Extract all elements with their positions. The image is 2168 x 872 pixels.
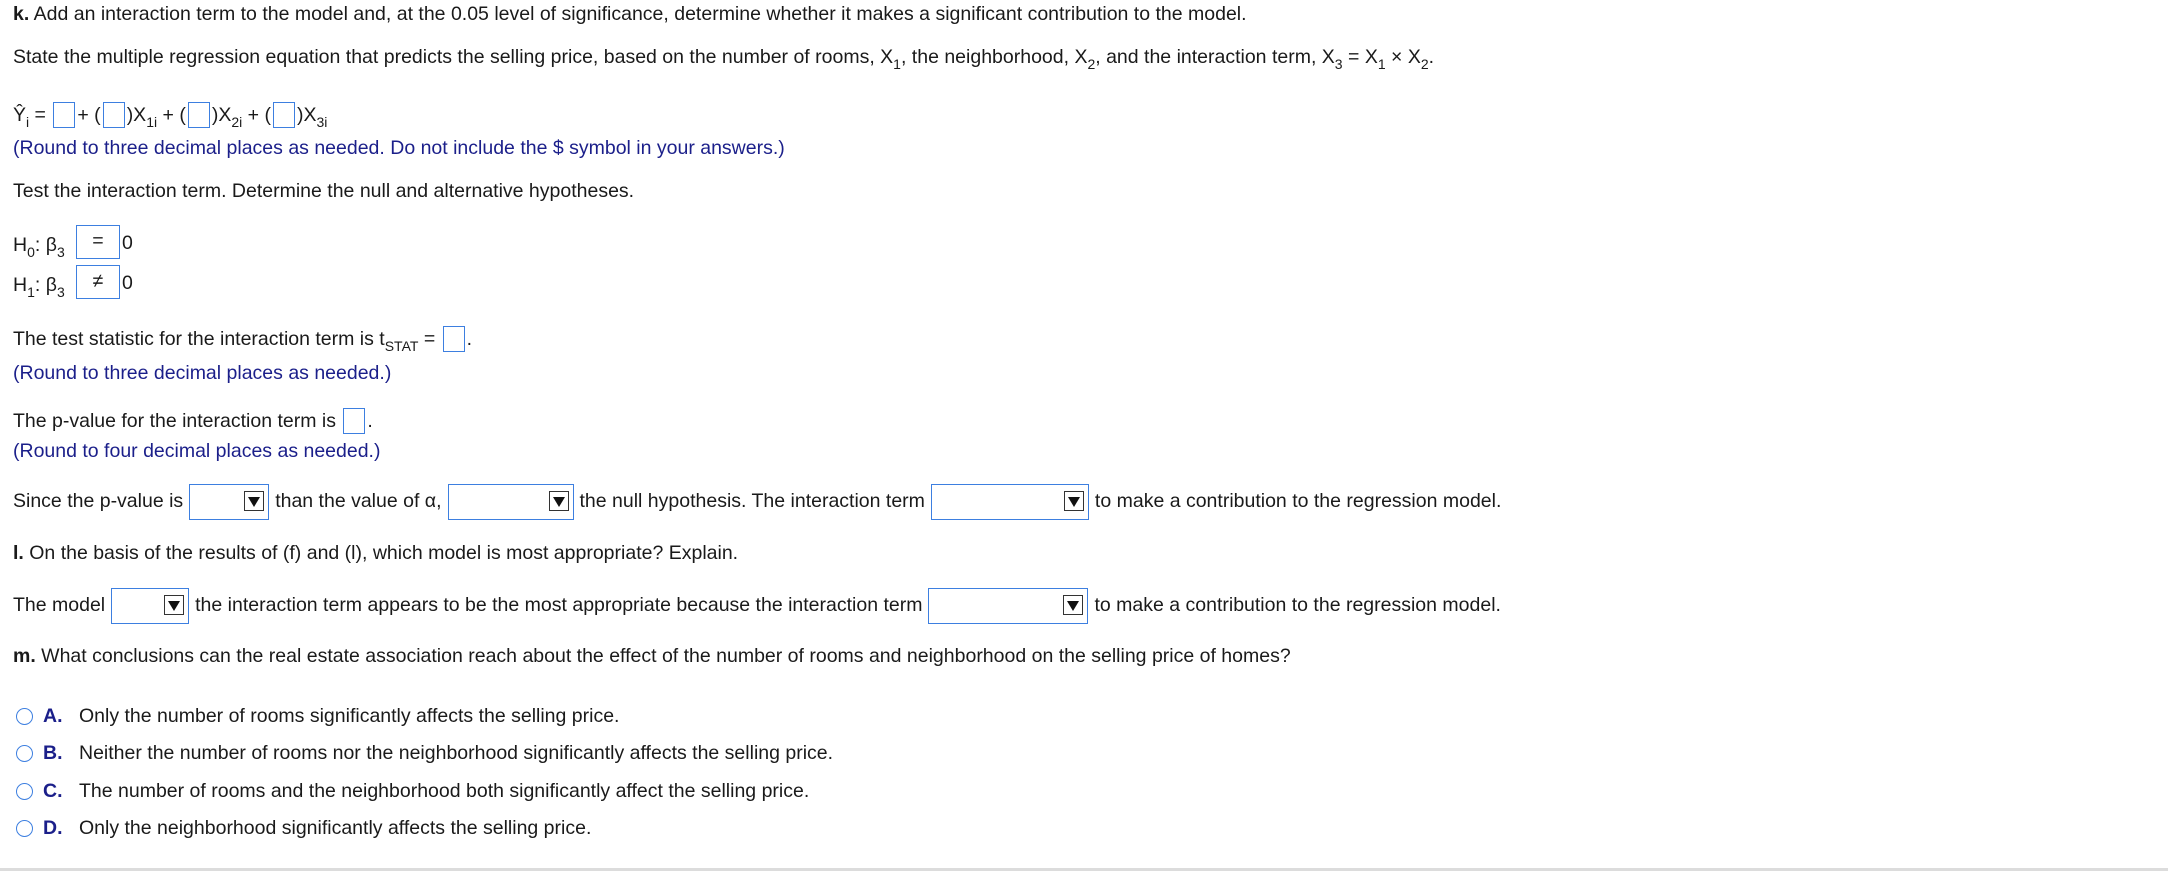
dropdown-arrow-icon <box>1063 595 1083 615</box>
test-interaction-intro: Test the interaction term. Determine the null and alternative hypotheses. <box>13 180 635 202</box>
pvalue-input[interactable] <box>343 408 365 434</box>
part-k-text: Add an interaction term to the model and, at the 0.05 level of significance, determine whether it makes a significant contribution to the model. <box>29 3 1247 25</box>
eq-equals: = <box>29 104 46 126</box>
round-note-2: (Round to three decimal places as needed.) <box>13 362 392 384</box>
since-part1: Since the p-value is <box>13 490 184 512</box>
plus-open-1: + ( <box>77 104 101 126</box>
option-d[interactable] <box>16 816 591 840</box>
plus-open-2: + ( <box>162 104 186 126</box>
close-x-1: )X <box>126 104 147 126</box>
test-statistic-line: The test statistic for the interaction term is $t_{STAT}$ = . <box>13 328 473 354</box>
state-eq-times: × X <box>1385 46 1421 68</box>
b2-input[interactable] <box>188 102 210 128</box>
h0-sub: 0 <box>27 244 35 260</box>
dropdown-arrow-icon <box>549 491 569 511</box>
part-l-label: l. <box>13 542 24 564</box>
option-text: Neither the number of rooms nor the neighborhood significantly affects the selling price. <box>79 742 834 764</box>
radio-icon[interactable] <box>16 708 33 725</box>
model-part2: the interaction term appears to be the most appropriate because the interaction term <box>195 594 923 616</box>
dropdown-arrow-icon <box>1064 491 1084 511</box>
state-equation-prompt: State the multiple regression equation that predicts the selling price, based on the number of rooms, $X_1$, the neighborhood, $X_2$, and the interaction term, $X_3 = X_1 \times X_2$. <box>13 46 1435 72</box>
null-hypothesis <box>13 225 65 265</box>
radio-icon[interactable] <box>16 820 33 837</box>
radio-icon[interactable] <box>16 783 33 800</box>
h1-label: H <box>13 274 28 296</box>
option-letter: B. <box>43 742 63 764</box>
dropdown-arrow-icon <box>164 595 184 615</box>
y-hat-sub: i <box>26 114 30 130</box>
pvalue-text: The p-value for the interaction term is <box>13 410 336 432</box>
plus-open-3: + ( <box>247 104 271 126</box>
since-part2: than the value of α, <box>275 490 442 512</box>
h0-value: 0 <box>122 232 133 254</box>
round-note-3: (Round to four decimal places as needed.) <box>13 440 381 462</box>
question-l-heading <box>13 541 738 565</box>
tstat-eq: = <box>418 328 436 350</box>
h1-operator-select[interactable]: ≠ <box>76 265 120 299</box>
h0-beta-sub: 3 <box>56 244 65 260</box>
option-text: Only the neighborhood significantly affects the selling price. <box>79 817 592 839</box>
option-a[interactable] <box>16 704 619 728</box>
part-l-text: On the basis of the results of (f) and (l), which model is most appropriate? Explain. <box>23 542 739 564</box>
y-hat: Ŷ <box>13 104 27 126</box>
h1-sub: 1 <box>27 284 35 300</box>
round-note-1: (Round to three decimal places as needed. Do not include the $ symbol in your answers.) <box>13 137 785 159</box>
state-eq-pre: State the multiple regression equation that predicts the selling price, based on the number of rooms, X <box>13 46 894 68</box>
since-part4: to make a contribution to the regression model. <box>1094 490 1502 512</box>
model-part3: to make a contribution to the regression model. <box>1094 594 1501 616</box>
x2i-sub: 2i <box>231 114 243 130</box>
b3-input[interactable] <box>273 102 295 128</box>
h0-beta: : β <box>34 234 57 256</box>
null-decision-dropdown[interactable] <box>448 484 574 520</box>
close-x-3: )X <box>296 104 317 126</box>
intercept-input[interactable] <box>53 102 75 128</box>
question-m-heading <box>13 644 1291 668</box>
option-text: The number of rooms and the neighborhood both significantly affect the selling price. <box>79 780 810 802</box>
option-text: Only the number of rooms significantly affects the selling price. <box>79 705 620 727</box>
option-letter: C. <box>43 780 63 802</box>
interaction-contribution-dropdown[interactable] <box>931 484 1089 520</box>
option-letter: A. <box>43 705 63 727</box>
alternative-hypothesis <box>13 265 65 305</box>
model-part1: The model <box>13 594 106 616</box>
h0-operator-select[interactable]: = <box>76 225 120 259</box>
x3i-sub: 3i <box>316 114 328 130</box>
conclusion-sentence <box>13 483 1501 520</box>
part-m-text: What conclusions can the real estate association reach about the effect of the number of rooms and neighborhood on the selling price of homes? <box>35 645 1291 667</box>
tstat-text: The test statistic for the interaction term is t <box>13 328 385 350</box>
question-k-heading <box>13 2 1247 26</box>
pvalue-comparison-dropdown[interactable] <box>189 484 269 520</box>
model-sentence <box>13 587 1501 624</box>
state-eq-end: . <box>1428 46 1435 68</box>
state-eq-eq: = X <box>1342 46 1378 68</box>
h1-beta-sub: 3 <box>56 284 65 300</box>
part-k-label: k. <box>13 3 30 25</box>
regression-equation <box>13 102 327 128</box>
p-value-line: The p-value for the interaction term is . <box>13 410 373 432</box>
radio-icon[interactable] <box>16 745 33 762</box>
since-part3: the null hypothesis. The interaction term <box>579 490 925 512</box>
model-choice-dropdown[interactable] <box>111 588 189 624</box>
part-m-label: m. <box>13 645 36 667</box>
b1-input[interactable] <box>103 102 125 128</box>
tstat-input[interactable] <box>443 326 465 352</box>
option-c[interactable] <box>16 779 809 803</box>
x1i-sub: 1i <box>146 114 158 130</box>
h1-value: 0 <box>122 272 133 294</box>
option-letter: D. <box>43 817 63 839</box>
dropdown-arrow-icon <box>244 491 264 511</box>
interaction-term-dropdown[interactable] <box>928 588 1088 624</box>
tstat-sub: STAT <box>384 338 419 354</box>
state-eq-mid2: , and the interaction term, X <box>1095 46 1335 68</box>
state-eq-mid1: , the neighborhood, X <box>900 46 1088 68</box>
h0-label: H <box>13 234 28 256</box>
h1-beta: : β <box>34 274 57 296</box>
bottom-divider <box>0 868 2168 871</box>
close-x-2: )X <box>211 104 232 126</box>
option-b[interactable] <box>16 741 833 765</box>
